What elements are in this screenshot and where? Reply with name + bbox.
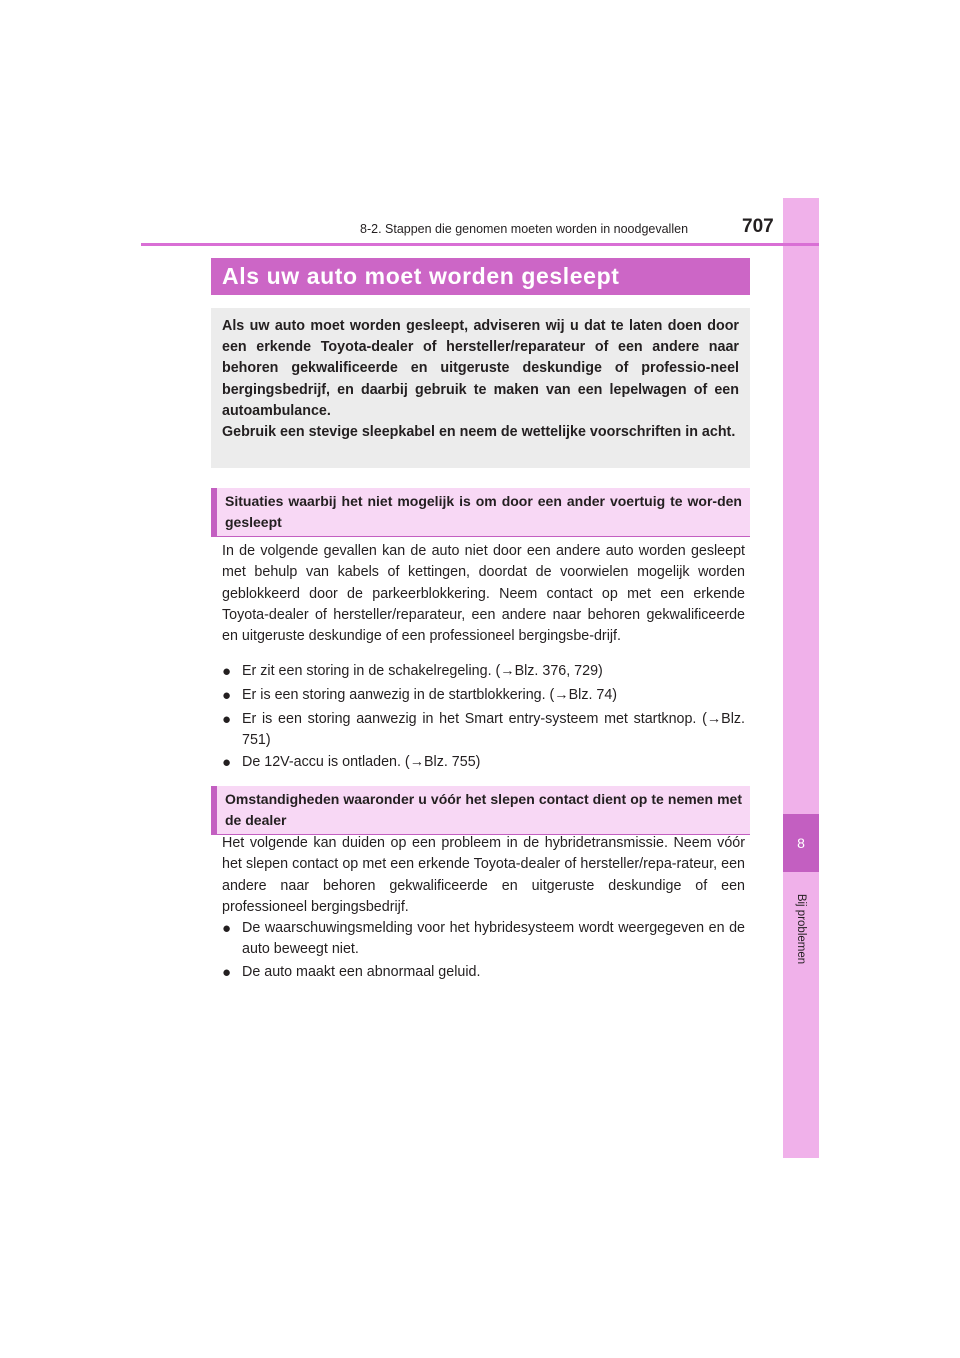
list-item: ● De 12V-accu is ontladen. (→Blz. 755) <box>222 752 745 773</box>
page-number: 707 <box>742 216 774 237</box>
bullet-icon: ● <box>222 920 232 937</box>
section2-heading: Omstandigheden waaronder u vóór het slepen contact dient op te nemen met de dealer <box>211 786 750 835</box>
section1-body: In de volgende gevallen kan de auto niet door een andere auto worden gesleept met behulp van kabels of kettingen, doordat de voorwielen mogelijk worden geblokkeerd door de parkeerblokkering. Neem contact op met een erkende Toyota-dealer of hersteller/reparateur, een andere naar behoren gekwalificeerde en uitgeruste deskundige of een professioneel bergingsbe-drijf. <box>222 543 745 645</box>
list-item: ● Er zit een storing in de schakelregeling. (→Blz. 376, 729) <box>222 661 745 682</box>
bullet-icon: ● <box>222 754 232 771</box>
side-tab-strip <box>783 198 819 1158</box>
list-item: ● Er is een storing aanwezig in het Smart entry-systeem met startknop. (→Blz. 751) <box>222 711 745 749</box>
chapter-number: 8 <box>783 814 819 872</box>
bullet-icon: ● <box>222 663 232 680</box>
intro-paragraph-1: Als uw auto moet worden gesleept, adviseren wij u dat te laten doen door een erkende Toyota-dealer of hersteller/reparateur of een andere naar behoren gekwalificeerde en uitgeruste deskundige of professio-neel bergingsbedrijf, en daarbij gebruik te maken van een lepelwagen of een autoambulance. <box>222 318 739 419</box>
intro-box <box>211 308 750 468</box>
bullet-icon: ● <box>222 687 232 704</box>
section-header: 8-2. Stappen die genomen moeten worden in noodgevallen <box>360 222 689 236</box>
section1-heading: Situaties waarbij het niet mogelijk is om door een ander voertuig te wor-den gesleept <box>211 488 750 537</box>
intro-paragraph-2: Gebruik een stevige sleepkabel en neem de wettelijke voorschriften in acht. <box>222 424 736 441</box>
list-item: ● Er is een storing aanwezig in de startblokkering. (→Blz. 74) <box>222 685 745 706</box>
list-item: ● De auto maakt een abnormaal geluid. <box>222 962 745 983</box>
chapter-label <box>783 884 819 974</box>
list-item: ● De waarschuwingsmelding voor het hybridesysteem wordt weergegeven en de auto beweegt niet. <box>222 920 745 958</box>
bullet-icon: ● <box>222 711 232 728</box>
bullet-icon: ● <box>222 964 232 981</box>
header-rule <box>141 243 819 246</box>
page-title: Als uw auto moet worden gesleept <box>211 258 750 295</box>
chapter-label-text: Bij problemen <box>795 893 808 965</box>
section2-body: Het volgende kan duiden op een probleem in de hybridetransmissie. Neem vóór het slepen contact op met een erkende Toyota-dealer of hersteller/repa-rateur, een andere naar behoren gekwalificeerde en uitgeruste deskundige of een professioneel bergingsbedrijf. <box>222 835 745 915</box>
